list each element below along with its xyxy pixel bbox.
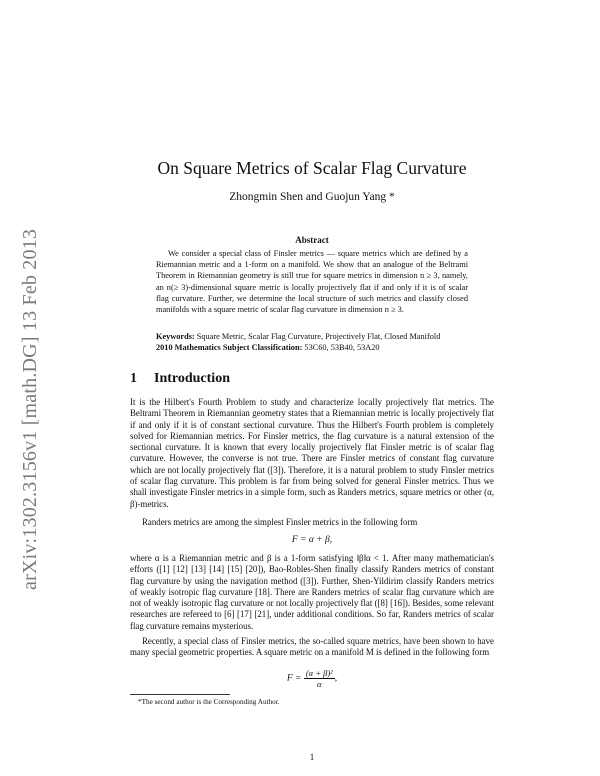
footnote-rule <box>130 694 230 695</box>
section-title: Introduction <box>154 371 230 386</box>
abstract-text: We consider a special class of Finsler metrics — square metrics which are defined by a Riemannian metric and a 1-form on a manifold. We show that an analogue of the Beltrami Theorem in Riemannian geometry is still true for square metrics in dimension n ≥ 3, namely, an n(≥ 3)-dimensional square metric is locally projectively flat if and only if it is of scalar flag curvature. Further, we determine the local structure of such metrics and classify closed manifolds with a square metric of scalar flag curvature in dimension n ≥ 3. <box>156 249 468 315</box>
eq2-lhs: F = <box>286 673 302 684</box>
paragraph-1: It is the Hilbert's Fourth Problem to study and characterize locally projectively flat metrics. The Beltrami Theorem in Riemannian geometry states that a Riemannian metric is locally projectively flat if and only if it is of constant sectional curvature. Thus the Hilbert's Fourth problem is completely solved for Riemannian metrics. For Finsler metrics, the flag curvature is a natural extension of the sectional curvature. It is known that every locally projectively flat Finsler metric is of scalar flag curvature. However, the converse is not true. There are Finsler metrics of constant flag curvature which are not locally projectively flat ([3]). Therefore, it is a natural problem to study Finsler metrics of scalar flag curvature. This problem is far from being solved for general Finsler metrics. Thus we shall investigate Finsler metrics in a simple form, such as Randers metrics, square metrics or other (α, β)-metrics. <box>130 397 494 509</box>
keywords-text: Square Metric, Scalar Flag Curvature, Projectively Flat, Closed Manifold <box>196 332 441 341</box>
paragraph-2: Randers metrics are among the simplest Finsler metrics in the following form <box>142 517 418 527</box>
msc-label: 2010 Mathematics Subject Classification: <box>156 343 303 352</box>
paper-authors: Zhongmin Shen and Guojun Yang * <box>229 191 395 203</box>
keywords-label: Keywords: <box>156 332 195 341</box>
msc-text: 53C60, 53B40, 53A20 <box>304 343 380 352</box>
section-heading <box>130 371 494 387</box>
keywords-block <box>156 331 476 353</box>
eq2-numerator: (α + β)² <box>305 668 333 678</box>
section-number: 1 <box>130 371 137 386</box>
abstract-heading: Abstract <box>295 235 329 245</box>
eq2-tail: , <box>334 673 338 684</box>
paper-title: On Square Metrics of Scalar Flag Curvature <box>157 158 467 178</box>
eq2-denominator: α <box>317 679 322 689</box>
equation-square-metric <box>130 668 494 689</box>
paragraph-3: where α is a Riemannian metric and β is a 1-form satisfying ‖β‖α < 1. After many mathematician's efforts ([1] [12] [13] [14] [15] [20]), Bao-Robles-Shen finally classify Randers metrics of constant flag curvature by using the navigation method ([3]). Further, Shen-Yildirim classify Randers metrics of weakly isotropic flag curvature [18]. There are Randers metrics of scalar flag curvature which are not of weakly isotropic flag curvature or not locally projectively flat ([8] [16]). Besides, some relevant researches are refereed to [6] [17] [21], under additional conditions. So far, Randers metrics of scalar flag curvature remains mysterious. <box>130 553 494 631</box>
paragraph-4: Recently, a special class of Finsler metrics, the so-called square metrics, have been shown to have many special geometric properties. A square metric on a manifold M is defined in the following form <box>130 636 494 658</box>
eq2-fraction <box>304 668 338 689</box>
equation-randers: F = α + β, <box>291 535 333 545</box>
page-number: 1 <box>309 752 315 762</box>
footnote: *The second author is the Corresponding Author. <box>138 698 280 706</box>
arxiv-stamp: arXiv:1302.3156v1 [math.DG] 13 Feb 2013 <box>19 228 41 590</box>
